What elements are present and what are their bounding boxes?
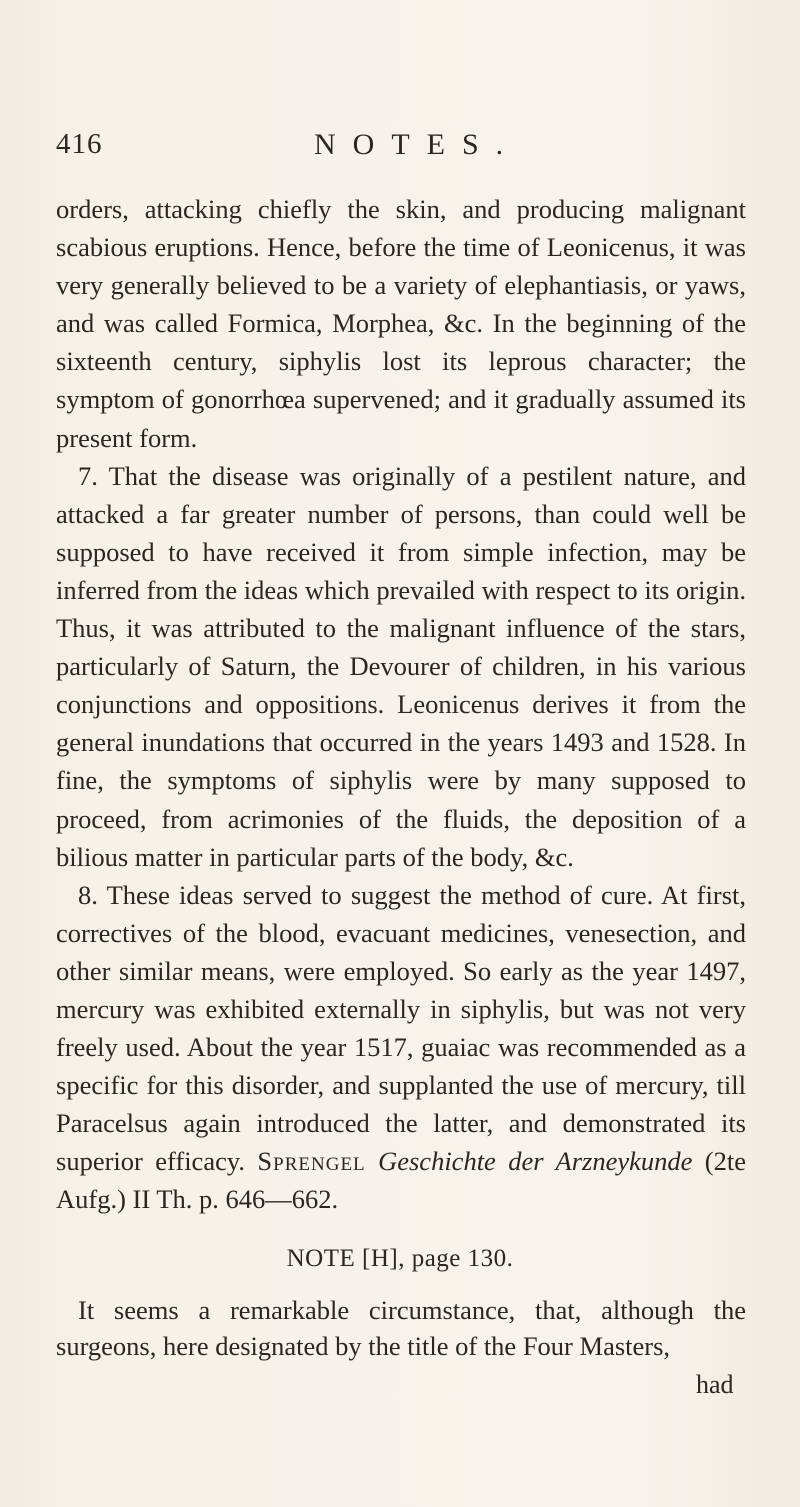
- note-heading: [0, 1245, 800, 1273]
- catchword: had: [696, 1370, 734, 1399]
- main-text: [56, 190, 746, 1219]
- page-number: 416: [56, 128, 103, 160]
- paragraph-8: [56, 876, 746, 1219]
- paragraph-8-text: 8. These ideas served to suggest the method of cure. At first, correctives of the blood, evacuant medicines, venesection, and other similar means, were employed. So early as the year 1497, mercury was exhibited externally in siphylis, but was not very freely used. About the year 1517, guaiac was recommended as a specific for this disorder, and supplanted the use of mercury, till Paracelsus again introduced the latter, and demonstrated its superior efficacy.: [56, 879, 746, 1177]
- book-title: Geschichte der Arzneykunde: [378, 1146, 693, 1177]
- running-head: [56, 128, 740, 168]
- paragraph-7: 7. That the disease was originally of a pestilent nature, and attacked a far greater number of persons, than could well be supposed to have received it from simple infection, may be inferred from the ideas which prevailed with respect to its origin. Thus, it was attributed to the malignant influence of the stars, particularly of Saturn, the Devourer of children, in his various conjunctions and oppositions. Leonicenus derives it from the general inundations that occurred in the years 1493 and 1528. In fine, the symptoms of siphylis were by many supposed to proceed, from acrimonies of the fluids, the deposition of a bilious matter in particular parts of the body, &c.: [56, 460, 746, 872]
- note-text-block: [56, 1292, 746, 1364]
- note-paragraph: It seems a remarkable circumstance, that, although the surgeons, here designated by the title of the Four Masters,: [56, 1295, 746, 1361]
- paragraph-orders: orders, attacking chiefly the skin, and producing malignant scabious eruptions. Hence, before the time of Leonicenus, it was very generally believed to be a variety of elephantiasis, or yaws, and was called Formica, Morphea, &c. In the beginning of the sixteenth century, siphylis lost its leprous character; the symptom of gonorrhœa supervened; and it gradually assumed its present form.: [56, 194, 746, 453]
- section-title: NOTES.: [314, 128, 521, 161]
- author-name: Sprengel: [257, 1146, 366, 1177]
- citation: (2te Aufg.) II Th. p. 646—662.: [56, 1146, 746, 1215]
- note-heading-text: NOTE [H], page 130.: [286, 1245, 514, 1272]
